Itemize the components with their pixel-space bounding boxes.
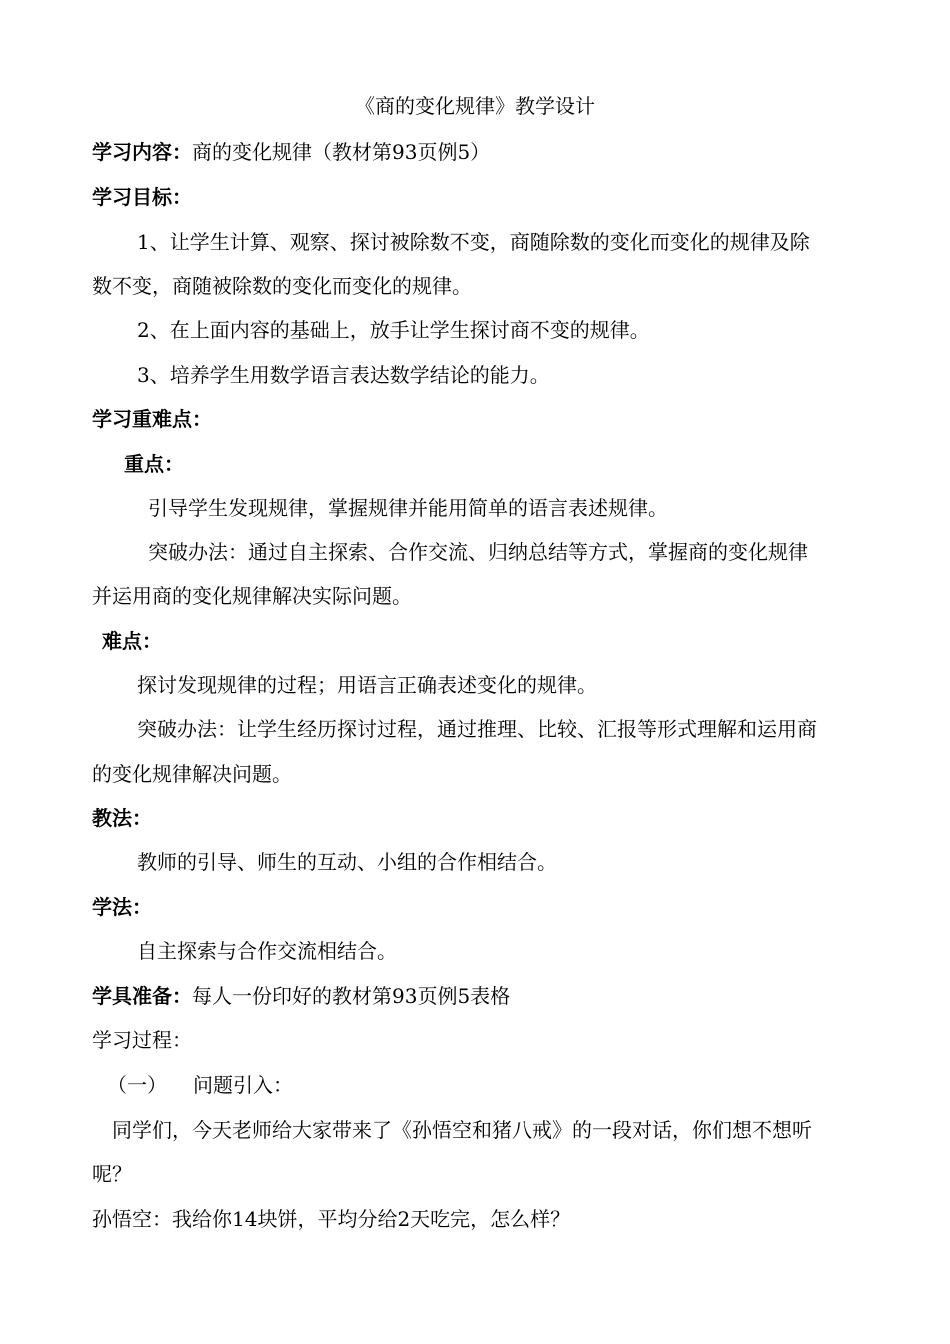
teaching-heading: 教法： <box>92 806 152 830</box>
document-title: 《商的变化规律》教学设计 <box>355 94 595 118</box>
difficulty-method-cont: 的变化规律解决问题。 <box>92 762 292 786</box>
focus-method-cont: 并运用商的变化规律解决实际问题。 <box>92 584 412 608</box>
learning-text: 自主探索与合作交流相结合。 <box>137 939 397 963</box>
teaching-text: 教师的引导、师生的互动、小组的合作相结合。 <box>137 850 557 874</box>
difficulty-method: 突破办法：让学生经历探讨过程，通过推理、比较、汇报等形式理解和运用商 <box>137 717 817 741</box>
objective-3: 3、培养学生用数学语言表达数学结论的能力。 <box>137 363 550 387</box>
key-points-heading: 学习重难点： <box>92 407 212 431</box>
tools-text: 每人一份印好的教材第93页例5表格 <box>192 984 511 1008</box>
objective-1: 1、让学生计算、观察、探讨被除数不变，商随除数的变化而变化的规律及除 <box>137 230 810 254</box>
intro-paragraph: 同学们，今天老师给大家带来了《孙悟空和猪八戒》的一段对话，你们想不想听 <box>112 1118 812 1142</box>
tools-line <box>92 982 872 1010</box>
focus-text: 引导学生发现规律，掌握规律并能用简单的语言表述规律。 <box>148 496 668 520</box>
intro-paragraph-cont: 呢？ <box>92 1162 132 1186</box>
focus-method: 突破办法：通过自主探索、合作交流、归纳总结等方式，掌握商的变化规律 <box>148 540 808 564</box>
objective-1-cont: 数不变，商随被除数的变化而变化的规律。 <box>92 274 472 298</box>
objectives-heading: 学习目标： <box>92 185 192 209</box>
content-line <box>92 138 872 166</box>
difficulty-heading: 难点： <box>102 629 162 653</box>
step-1 <box>107 1071 887 1099</box>
content-text: 商的变化规律（教材第93页例5） <box>192 140 491 164</box>
focus-heading: 重点： <box>124 452 184 476</box>
difficulty-text: 探讨发现规律的过程；用语言正确表述变化的规律。 <box>137 673 597 697</box>
objective-2: 2、在上面内容的基础上，放手让学生探讨商不变的规律。 <box>137 318 650 342</box>
step-1-title: 问题引入： <box>193 1073 293 1097</box>
learning-heading: 学法： <box>92 895 152 919</box>
step-1-number: （一） <box>107 1073 167 1097</box>
process-heading: 学习过程： <box>92 1028 192 1052</box>
content-label: 学习内容： <box>92 140 192 164</box>
dialog-line: 孙悟空：我给你14块饼，平均分给2天吃完，怎么样？ <box>92 1207 571 1231</box>
tools-label: 学具准备： <box>92 984 192 1008</box>
